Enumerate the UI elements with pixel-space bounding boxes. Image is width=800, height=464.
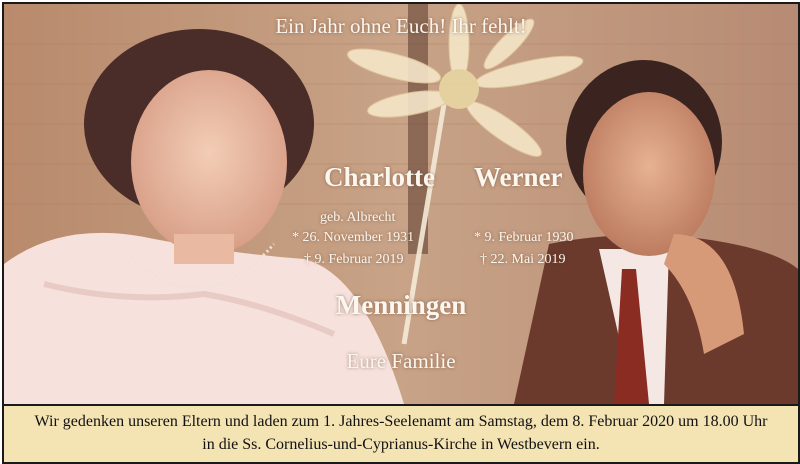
announcement-line-2: in die Ss. Cornelius-und-Cyprianus-Kirche in Westbevern ein. [202,436,600,453]
charlotte-born-date: * 26. November 1931 [292,230,415,245]
announcement-line-1: Wir gedenken unseren Eltern und laden zum 1. Jahres-Seelenamt am Samstag, dem 8. Februar 2020 um 18.00 Uhr [34,413,768,430]
couple-photo-art [4,4,798,404]
headline: Ein Jahr ohne Euch! Ihr fehlt! [275,14,527,38]
couple-photo [4,4,798,404]
signature: Eure Familie [346,349,456,373]
werner-death-date: † 22. Mai 2019 [480,252,566,267]
werner-born-date: * 9. Februar 1930 [474,230,574,245]
first-name-werner: Werner [474,162,563,192]
birth-name: geb. Albrecht [320,210,396,225]
charlotte-death-date: † 9. Februar 2019 [304,252,404,267]
memorial-announcement [4,404,798,462]
family-surname: Menningen [335,290,467,320]
obituary-card [2,2,800,464]
first-name-charlotte: Charlotte [324,162,435,192]
